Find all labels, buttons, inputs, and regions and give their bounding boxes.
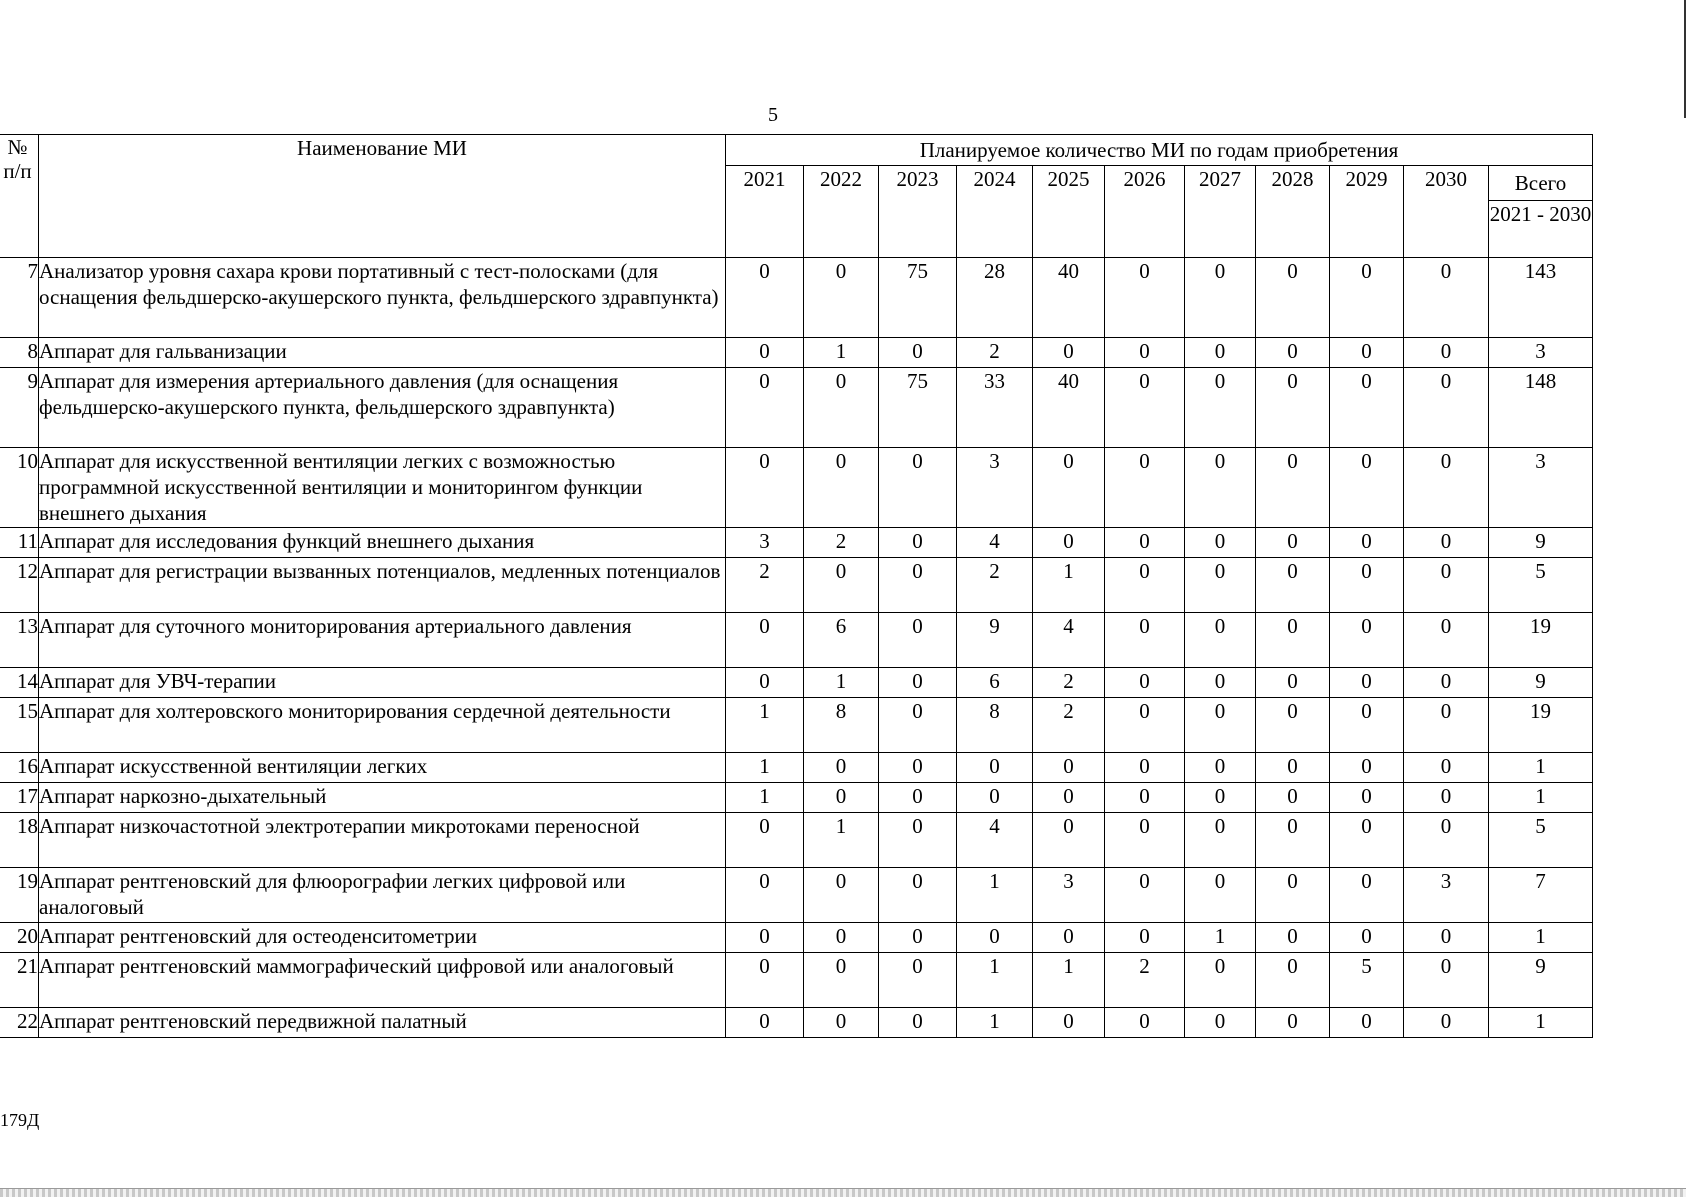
cell-total: 7 [1489, 868, 1593, 923]
row-number: 19 [0, 868, 39, 923]
column-header-year: 2026 [1105, 166, 1185, 258]
cell-year-quantity: 4 [957, 528, 1033, 558]
row-number: 21 [0, 953, 39, 1008]
table-row [0, 923, 1593, 953]
row-number: 17 [0, 783, 39, 813]
row-item-name: Аппарат низкочастотной электротерапии микротоками переносной [39, 813, 726, 868]
cell-year-quantity: 2 [957, 338, 1033, 368]
cell-year-quantity: 0 [1330, 528, 1404, 558]
cell-year-quantity: 3 [957, 448, 1033, 528]
cell-year-quantity: 0 [1105, 668, 1185, 698]
cell-year-quantity: 0 [804, 558, 879, 613]
cell-total: 5 [1489, 558, 1593, 613]
table-row [0, 783, 1593, 813]
cell-year-quantity: 0 [1404, 258, 1489, 338]
row-item-name: Аппарат для исследования функций внешнего дыхания [39, 528, 726, 558]
cell-year-quantity: 0 [1330, 813, 1404, 868]
cell-year-quantity: 0 [1330, 698, 1404, 753]
cell-year-quantity: 0 [1404, 753, 1489, 783]
cell-year-quantity: 1 [957, 868, 1033, 923]
row-item-name: Аппарат искусственной вентиляции легких [39, 753, 726, 783]
row-item-name: Аппарат рентгеновский передвижной палатный [39, 1008, 726, 1038]
cell-year-quantity: 0 [879, 338, 957, 368]
cell-year-quantity: 0 [879, 1008, 957, 1038]
row-number: 16 [0, 753, 39, 783]
cell-year-quantity: 0 [726, 953, 804, 1008]
cell-year-quantity: 75 [879, 368, 957, 448]
cell-year-quantity: 2 [1105, 953, 1185, 1008]
cell-year-quantity: 0 [1185, 528, 1256, 558]
row-number: 9 [0, 368, 39, 448]
cell-year-quantity: 0 [1256, 868, 1330, 923]
cell-year-quantity: 0 [804, 258, 879, 338]
column-header-year: 2023 [879, 166, 957, 258]
cell-year-quantity: 0 [879, 528, 957, 558]
cell-year-quantity: 1 [804, 813, 879, 868]
cell-year-quantity: 0 [1404, 813, 1489, 868]
table-row [0, 613, 1593, 668]
cell-year-quantity: 0 [879, 698, 957, 753]
table-row [0, 868, 1593, 923]
cell-year-quantity: 0 [804, 448, 879, 528]
cell-year-quantity: 0 [1256, 783, 1330, 813]
cell-year-quantity: 0 [1330, 868, 1404, 923]
cell-year-quantity: 0 [1185, 613, 1256, 668]
cell-year-quantity: 0 [1185, 668, 1256, 698]
cell-year-quantity: 0 [1256, 448, 1330, 528]
table-body [0, 258, 1593, 1038]
column-header-year: 2024 [957, 166, 1033, 258]
cell-year-quantity: 0 [1185, 448, 1256, 528]
cell-year-quantity: 0 [879, 783, 957, 813]
cell-year-quantity: 9 [957, 613, 1033, 668]
table-row [0, 698, 1593, 753]
cell-year-quantity: 0 [1404, 558, 1489, 613]
table-row [0, 368, 1593, 448]
row-number: 7 [0, 258, 39, 338]
cell-year-quantity: 2 [1033, 668, 1105, 698]
table-row [0, 1008, 1593, 1038]
cell-year-quantity: 1 [1033, 558, 1105, 613]
cell-year-quantity: 0 [1256, 528, 1330, 558]
cell-year-quantity: 0 [1256, 613, 1330, 668]
cell-year-quantity: 0 [804, 368, 879, 448]
column-header-name: Наименование МИ [39, 135, 726, 258]
row-number: 22 [0, 1008, 39, 1038]
row-item-name: Аппарат для холтеровского мониторирования сердечной деятельности [39, 698, 726, 753]
cell-year-quantity: 0 [1105, 783, 1185, 813]
cell-total: 9 [1489, 668, 1593, 698]
cell-total: 1 [1489, 923, 1593, 953]
cell-year-quantity: 0 [804, 1008, 879, 1038]
cell-year-quantity: 0 [1105, 923, 1185, 953]
cell-year-quantity: 1 [957, 1008, 1033, 1038]
column-header-total-range: 2021 - 2030 [1489, 201, 1593, 258]
cell-year-quantity: 1 [726, 783, 804, 813]
row-item-name: Аппарат рентгеновский для остеоденситометрии [39, 923, 726, 953]
row-item-name: Аппарат для гальванизации [39, 338, 726, 368]
cell-year-quantity: 2 [804, 528, 879, 558]
cell-year-quantity: 0 [1330, 783, 1404, 813]
column-header-year: 2030 [1404, 166, 1489, 258]
row-number: 20 [0, 923, 39, 953]
cell-year-quantity: 1 [726, 698, 804, 753]
cell-year-quantity: 0 [879, 953, 957, 1008]
cell-year-quantity: 0 [1404, 783, 1489, 813]
row-number: 13 [0, 613, 39, 668]
page-number: 5 [768, 104, 778, 126]
cell-year-quantity: 0 [726, 338, 804, 368]
row-item-name: Аппарат рентгеновский для флюорографии легких цифровой или аналоговый [39, 868, 726, 923]
column-header-number: № п/п [0, 135, 39, 258]
cell-year-quantity: 0 [1404, 448, 1489, 528]
cell-year-quantity: 0 [1256, 813, 1330, 868]
cell-year-quantity: 0 [1404, 668, 1489, 698]
cell-year-quantity: 0 [1105, 813, 1185, 868]
cell-year-quantity: 2 [1033, 698, 1105, 753]
cell-year-quantity: 0 [726, 668, 804, 698]
cell-year-quantity: 0 [1033, 753, 1105, 783]
cell-total: 1 [1489, 783, 1593, 813]
cell-year-quantity: 0 [1185, 868, 1256, 923]
cell-year-quantity: 33 [957, 368, 1033, 448]
cell-year-quantity: 0 [804, 753, 879, 783]
cell-year-quantity: 0 [1330, 753, 1404, 783]
cell-year-quantity: 8 [957, 698, 1033, 753]
cell-year-quantity: 28 [957, 258, 1033, 338]
cell-year-quantity: 0 [879, 868, 957, 923]
table-row [0, 953, 1593, 1008]
cell-year-quantity: 0 [879, 813, 957, 868]
cell-year-quantity: 0 [1033, 528, 1105, 558]
table-row [0, 753, 1593, 783]
cell-year-quantity: 1 [1033, 953, 1105, 1008]
row-item-name: Аппарат для измерения артериального давления (для оснащения фельдшерско-акушерского пункта, фельдшерского здравпункта) [39, 368, 726, 448]
cell-year-quantity: 0 [1105, 613, 1185, 668]
table-header [0, 135, 1593, 258]
row-item-name: Аппарат наркозно-дыхательный [39, 783, 726, 813]
cell-total: 143 [1489, 258, 1593, 338]
cell-year-quantity: 0 [1404, 698, 1489, 753]
cell-year-quantity: 0 [804, 783, 879, 813]
scan-edge [0, 1188, 1686, 1197]
cell-year-quantity: 0 [1105, 368, 1185, 448]
cell-year-quantity: 0 [1256, 668, 1330, 698]
cell-year-quantity: 0 [1330, 448, 1404, 528]
cell-year-quantity: 0 [804, 953, 879, 1008]
cell-year-quantity: 3 [1404, 868, 1489, 923]
cell-total: 19 [1489, 698, 1593, 753]
column-header-year: 2025 [1033, 166, 1105, 258]
cell-year-quantity: 0 [1185, 813, 1256, 868]
cell-total: 1 [1489, 1008, 1593, 1038]
column-header-total: Всего [1489, 166, 1593, 201]
table-row [0, 338, 1593, 368]
cell-total: 9 [1489, 953, 1593, 1008]
cell-year-quantity: 0 [1033, 338, 1105, 368]
row-item-name: Аппарат для искусственной вентиляции легких с возможностью программной искусственной вентиляции и мониторингом функции внешнего дыхания [39, 448, 726, 528]
cell-year-quantity: 0 [1330, 258, 1404, 338]
cell-year-quantity: 0 [1185, 753, 1256, 783]
cell-total: 3 [1489, 338, 1593, 368]
cell-total: 5 [1489, 813, 1593, 868]
cell-year-quantity: 0 [1105, 868, 1185, 923]
cell-total: 1 [1489, 753, 1593, 783]
cell-year-quantity: 0 [1105, 448, 1185, 528]
cell-year-quantity: 0 [1404, 1008, 1489, 1038]
row-number: 11 [0, 528, 39, 558]
cell-year-quantity: 75 [879, 258, 957, 338]
column-header-year: 2022 [804, 166, 879, 258]
table-row [0, 558, 1593, 613]
row-item-name: Аппарат для суточного мониторирования артериального давления [39, 613, 726, 668]
cell-year-quantity: 0 [957, 783, 1033, 813]
equipment-table [0, 134, 1593, 1038]
table-row [0, 668, 1593, 698]
cell-year-quantity: 0 [1033, 448, 1105, 528]
cell-year-quantity: 1 [726, 753, 804, 783]
cell-year-quantity: 0 [879, 753, 957, 783]
cell-year-quantity: 0 [726, 813, 804, 868]
cell-year-quantity: 0 [1185, 558, 1256, 613]
row-number: 8 [0, 338, 39, 368]
cell-year-quantity: 0 [1256, 698, 1330, 753]
cell-year-quantity: 0 [726, 613, 804, 668]
cell-year-quantity: 3 [1033, 868, 1105, 923]
column-header-year: 2028 [1256, 166, 1330, 258]
row-number: 18 [0, 813, 39, 868]
cell-year-quantity: 0 [1330, 558, 1404, 613]
cell-year-quantity: 0 [1330, 338, 1404, 368]
cell-year-quantity: 0 [1404, 368, 1489, 448]
column-header-year: 2027 [1185, 166, 1256, 258]
cell-year-quantity: 40 [1033, 368, 1105, 448]
cell-year-quantity: 3 [726, 528, 804, 558]
cell-year-quantity: 0 [1105, 558, 1185, 613]
cell-year-quantity: 2 [726, 558, 804, 613]
cell-year-quantity: 0 [1404, 338, 1489, 368]
table-container [0, 134, 1593, 1038]
cell-year-quantity: 0 [1404, 923, 1489, 953]
cell-year-quantity: 6 [804, 613, 879, 668]
cell-total: 148 [1489, 368, 1593, 448]
row-item-name: Аппарат рентгеновский маммографический цифровой или аналоговый [39, 953, 726, 1008]
cell-year-quantity: 0 [1185, 1008, 1256, 1038]
cell-total: 19 [1489, 613, 1593, 668]
column-header-planned: Планируемое количество МИ по годам приобретения [726, 135, 1593, 166]
cell-year-quantity: 40 [1033, 258, 1105, 338]
table-row [0, 813, 1593, 868]
cell-year-quantity: 0 [879, 668, 957, 698]
cell-year-quantity: 0 [1330, 1008, 1404, 1038]
table-row [0, 448, 1593, 528]
cell-year-quantity: 0 [957, 753, 1033, 783]
cell-year-quantity: 6 [957, 668, 1033, 698]
cell-year-quantity: 1 [804, 668, 879, 698]
cell-year-quantity: 0 [1404, 613, 1489, 668]
cell-year-quantity: 2 [957, 558, 1033, 613]
cell-year-quantity: 1 [957, 953, 1033, 1008]
cell-year-quantity: 0 [1256, 1008, 1330, 1038]
cell-total: 9 [1489, 528, 1593, 558]
cell-year-quantity: 0 [1330, 668, 1404, 698]
cell-year-quantity: 5 [1330, 953, 1404, 1008]
cell-year-quantity: 0 [1033, 783, 1105, 813]
cell-year-quantity: 0 [879, 613, 957, 668]
cell-year-quantity: 0 [726, 448, 804, 528]
cell-year-quantity: 0 [1105, 338, 1185, 368]
cell-year-quantity: 4 [957, 813, 1033, 868]
row-number: 10 [0, 448, 39, 528]
cell-year-quantity: 0 [1033, 923, 1105, 953]
cell-year-quantity: 0 [1185, 258, 1256, 338]
cell-year-quantity: 1 [1185, 923, 1256, 953]
document-code: 179Д [0, 1110, 40, 1130]
cell-year-quantity: 0 [726, 258, 804, 338]
cell-year-quantity: 0 [879, 558, 957, 613]
cell-year-quantity: 0 [1256, 753, 1330, 783]
cell-year-quantity: 0 [1185, 338, 1256, 368]
cell-year-quantity: 0 [1105, 753, 1185, 783]
table-row [0, 258, 1593, 338]
row-item-name: Аппарат для УВЧ-терапии [39, 668, 726, 698]
table-row [0, 528, 1593, 558]
row-item-name: Аппарат для регистрации вызванных потенциалов, медленных потенциалов [39, 558, 726, 613]
cell-year-quantity: 0 [1256, 368, 1330, 448]
cell-year-quantity: 0 [1033, 813, 1105, 868]
cell-year-quantity: 0 [1330, 613, 1404, 668]
cell-year-quantity: 0 [804, 923, 879, 953]
row-number: 15 [0, 698, 39, 753]
cell-year-quantity: 0 [1256, 558, 1330, 613]
cell-year-quantity: 0 [1256, 953, 1330, 1008]
cell-year-quantity: 0 [726, 1008, 804, 1038]
cell-year-quantity: 0 [1256, 923, 1330, 953]
cell-year-quantity: 0 [1404, 528, 1489, 558]
cell-year-quantity: 0 [726, 923, 804, 953]
column-header-year: 2029 [1330, 166, 1404, 258]
row-item-name: Анализатор уровня сахара крови портативный с тест-полосками (для оснащения фельдшерско-акушерского пункта, фельдшерского здравпункта) [39, 258, 726, 338]
column-header-year: 2021 [726, 166, 804, 258]
row-number: 12 [0, 558, 39, 613]
cell-year-quantity: 0 [1105, 698, 1185, 753]
row-number: 14 [0, 668, 39, 698]
cell-year-quantity: 0 [804, 868, 879, 923]
cell-year-quantity: 0 [1033, 1008, 1105, 1038]
cell-year-quantity: 0 [879, 923, 957, 953]
cell-year-quantity: 0 [726, 368, 804, 448]
cell-year-quantity: 0 [1404, 953, 1489, 1008]
cell-year-quantity: 0 [1185, 953, 1256, 1008]
cell-year-quantity: 0 [1105, 258, 1185, 338]
cell-year-quantity: 8 [804, 698, 879, 753]
cell-year-quantity: 0 [1105, 1008, 1185, 1038]
cell-year-quantity: 0 [1185, 698, 1256, 753]
cell-year-quantity: 0 [879, 448, 957, 528]
cell-year-quantity: 4 [1033, 613, 1105, 668]
cell-year-quantity: 0 [1256, 258, 1330, 338]
cell-year-quantity: 0 [1105, 528, 1185, 558]
cell-year-quantity: 0 [1330, 923, 1404, 953]
cell-total: 3 [1489, 448, 1593, 528]
cell-year-quantity: 0 [726, 868, 804, 923]
cell-year-quantity: 0 [1330, 368, 1404, 448]
cell-year-quantity: 0 [1256, 338, 1330, 368]
cell-year-quantity: 0 [957, 923, 1033, 953]
cell-year-quantity: 1 [804, 338, 879, 368]
cell-year-quantity: 0 [1185, 783, 1256, 813]
cell-year-quantity: 0 [1185, 368, 1256, 448]
